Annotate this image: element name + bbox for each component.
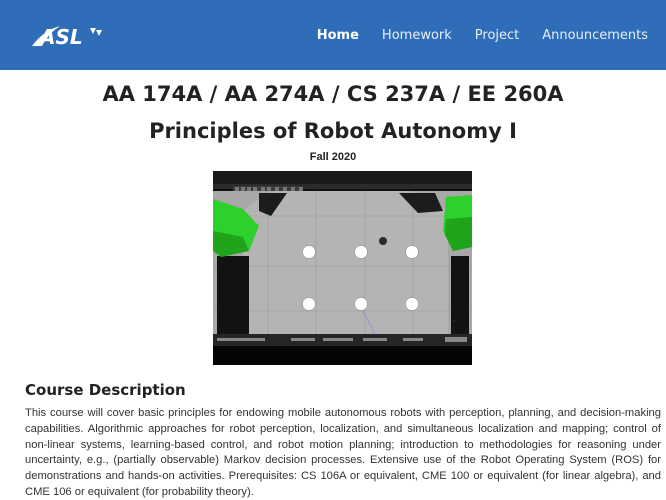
asl-logo[interactable]	[30, 22, 114, 50]
main-nav	[294, 0, 648, 70]
course-name-title: Principles of Robot Autonomy I	[149, 119, 517, 143]
nav-link-announcements[interactable]: Announcements	[542, 27, 648, 43]
term-label: Fall 2020	[309, 151, 357, 163]
gazebo-scene-illustration	[213, 171, 472, 365]
top-navbar	[0, 0, 666, 70]
course-description-heading: Course Description	[25, 381, 186, 399]
nav-link-project[interactable]: Project	[474, 27, 520, 43]
course-numbers-title: AA 174A / AA 274A / CS 237A / EE 260A	[102, 82, 564, 106]
course-description-text: This course will cover basic principles for endowing mobile autonomous robots with perception, planning, and decision-making capabilities. Algorithmic approaches for robot perception, localization, and simultaneous localization and mapping; control of non-linear systems, learning-based control, and robot motion planning; introduction to methodologies for reasoning under uncertainty, e.g., (partially observable) Markov decision processes. Extensive use of the Robot Operating System (ROS) for demonstrations and hands-on activities. Prerequisites: CS 106A or equivalent, CME 100 or equivalent (for linear algebra), and CME 106 or equivalent (for probability theory).	[25, 407, 661, 498]
robot-simulation-image	[213, 171, 472, 365]
svg-text:ASL: ASL	[40, 25, 83, 49]
nav-link-home[interactable]: Home	[316, 27, 359, 43]
nav-link-homework[interactable]: Homework	[381, 27, 452, 43]
